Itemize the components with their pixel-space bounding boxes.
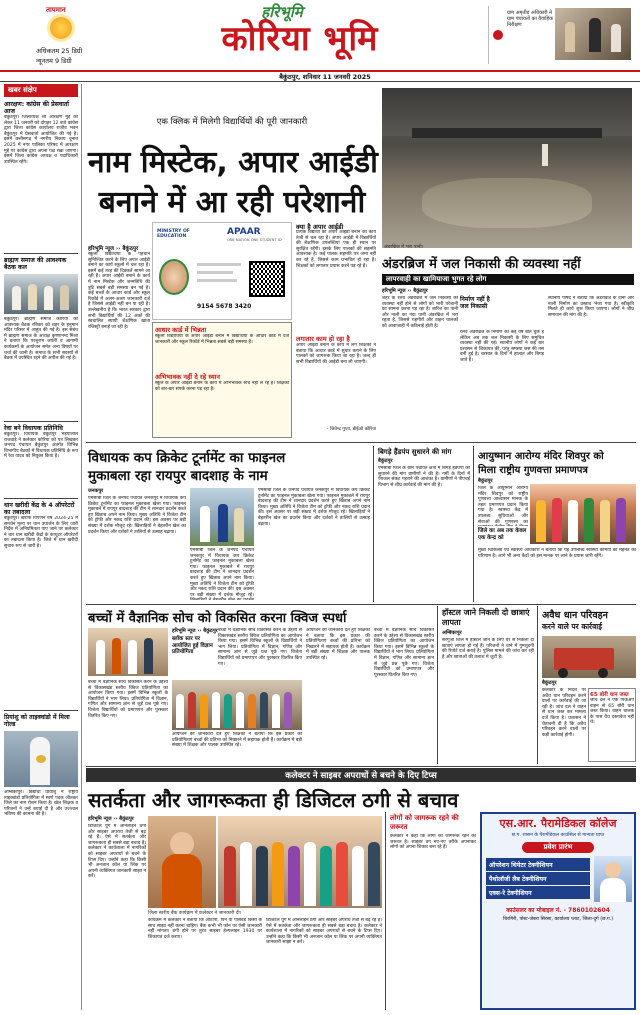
cricket-body-3: एमसीबी जिले के जनपद पंचायत जनकपुर में विधायक कप क्रिकेट टूर्नामेंट का फाइनल मुकाबला खेला गया। फाइनल मुकाबले में रायपुर बादशाह की टीम ने शानदार प्रदर्शन करते हुए खिताब अपने नाम किया। मुख्य अतिथि ने विजेता टीम को ट्रॉफी और नकद राशि प्रदान की। इस अवसर पर बड़ी संख्या में दर्शक मौजूद रहे। खिलाड़ियों ने बेहतरीन खेल का प्रदर्शन किया और दर्शकों ने तालियों से उत्साह बढ़ाया।	[258, 488, 370, 527]
underbridge-byline: हरिभूमि न्यूज ›› बैकुंठपुर	[382, 288, 428, 294]
ongoing-work-author: - जितेन्द्र गुप्ता, डीईओ कोरिया	[326, 427, 376, 432]
cricket-headline-1: विधायक कप क्रिकेट टूर्नामेंट का फाइनल	[88, 450, 286, 466]
cyber-headline: सतर्कता और जागरूकता ही डिजिटल ठगी से बचाव	[88, 788, 459, 812]
ad-address: चिरमिरी, पोस्ट-जेबरा सिरसा, कार्यालय प्लाट, जिला-दुर्ग (छ.ग.)	[502, 917, 614, 922]
cricket-body-2: एमसीबी जिले के जनपद पंचायत जनकपुर में विधायक कप क्रिकेट टूर्नामेंट का फाइनल मुकाबला खेला गया। फाइनल मुकाबले में रायपुर बादशाह की टीम ने शानदार प्रदर्शन करते हुए खिताब अपने नाम किया। मुख्य अतिथि ने विजेता टीम को ट्रॉफी और नकद राशि प्रदान की। इस अवसर पर बड़ी संख्या में दर्शक मौजूद रहे।	[190, 548, 254, 598]
sidebar-photo	[4, 274, 78, 314]
underbridge-photo	[382, 88, 632, 248]
cricket-headline-2: मुकाबला रहा रायपुर बादशाह के नाम	[88, 468, 268, 484]
sidebar-item-body: बैकुंठपुर। ब्राह्मण समाज कोरिया की आवश्यक बैठक रविवार को शहर के हनुमान मंदिर परिसर में आहूत की गई है। इस संबंध में ब्राह्मण समाज के अध्यक्ष कृष्णानन्द मिश्रा ने बताया कि परशुराम जयंती व आगामी कार्यक्रमों के आयोजन समेत अन्य विषयों पर चर्चा की जानी है। समाज के सभी सदस्यों से बैठक में उपस्थित रहने की अपील की गई है।	[4, 317, 78, 362]
cyber-body: डिजिटल युग में ऑनलाइन ठगी और साइबर अपराध तेजी से बढ़ रहे हैं। ऐसे में सतर्कता और जागरूकता ही सबसे बड़ा बचाव है। कलेक्टर ने कार्यशाला में नागरिकों को साइबर अपराधों से बचने के टिप्स दिए। उन्होंने कहा कि किसी भी अनजान कॉल या लिंक पर अपनी व्यक्तिगत जानकारी साझा न करें।	[88, 824, 146, 880]
cyber-kicker: कलेक्टर ने साइबर अपराधों से बचने के दिए टिप्स	[285, 771, 437, 781]
transport-body: कलेक्टर के निर्देश पर अवैध धान परिवहन करने वालों पर कार्रवाई की जा रही है। जांच दल ने वाहन से धान जब्त कर मामला दर्ज किया है। प्रशासन ने चेतावनी दी है कि अवैध परिवहन करने वालों पर कड़ी कार्रवाई होगी।	[542, 688, 586, 738]
aadhar-box	[152, 322, 292, 438]
qr-code-icon	[249, 261, 285, 297]
ad-contact[interactable]: काउंसलर का मोबाइल नं. - 7860102604	[506, 907, 610, 914]
cyber-subhead: लोगों को जागरूक रहने की जरूरत	[390, 814, 459, 831]
avatar	[159, 259, 189, 295]
ayushman-byline: बैकुंठपुर	[478, 478, 493, 484]
underbridge-quote: निर्माण नहीं है जल निकासी	[460, 296, 490, 310]
sidebar-item	[4, 502, 78, 706]
sidebar-item-title: ब्राह्मण समाज की आवश्यक बैठक कल	[4, 257, 67, 271]
pump-body: एमसीबी जिले के ग्राम पंचायत क्षेत्रों में बिगड़े हैंडपंपों को सुधारने की मांग ग्रामीणों ने की है। गर्मी के दिनों में पेयजल संकट गहराने की आशंका है। ग्रामीणों ने पीएचई विभाग से शीघ्र कार्रवाई की मांग की है।	[378, 466, 470, 488]
underbridge-caption: अंडरब्रिज में भरा पानी।	[384, 245, 424, 250]
sidebar-item-title: धान खरीदी केंद्र के 4 ऑपरेटरों का तबादला	[4, 502, 75, 516]
cyber-body-2: कार्यक्रम में कलेक्टर ने बताया कि ओटीपी, पिन या पासवर्ड किसी के साथ साझा नहीं करना चाहिए। बैंक कभी भी फोन पर ऐसी जानकारी नहीं मांगता। ठगी होने पर तुरंत साइबर हेल्पलाइन 1930 पर शिकायत दर्ज कराएं।	[148, 918, 262, 940]
ayushman-headline-2: मिला राष्ट्रीय गुणवत्ता प्रमाणपत्र	[478, 465, 588, 476]
cyber-caption: जिला स्तरीय बैंक कार्यक्रम में कलेक्टर ने जानकारी दी।	[148, 911, 242, 916]
science-byline: हरिभूमि न्यूज ›› बैकुंठपुर	[172, 628, 218, 634]
hostel-headline: हॉस्टल जाने निकली दो छात्राएं लापता	[442, 608, 530, 627]
apaar-logo: APAAR	[227, 227, 261, 237]
ad-course-1: ऑपरेशन थियेटर टेक्नीशियन	[486, 858, 590, 871]
ad-course-3: एक्स-रे टेक्नीशियन	[486, 886, 590, 899]
aadhar-box-body: स्कूली विद्यार्थियों के अपार आईडी बनाने में विद्यार्थियों के आधार कार्ड में दर्ज जानकारी और स्कूल रिकॉर्ड में भिन्नता सबसे बड़ी समस्या है।	[155, 334, 289, 345]
ad-photo	[594, 856, 632, 902]
masthead	[0, 0, 640, 74]
weather-city: तापमान	[46, 6, 66, 14]
cyber-photo-1	[148, 816, 216, 908]
promo-circle	[493, 30, 503, 40]
science-body-4: आयोजन की जानकारी देते हुए शिक्षकों ने बताया कि इस प्रकार की प्रतियोगिताएं बच्चों की प्रतिभा को निखारने में सहायक होती हैं। कार्यक्रम में बड़ी संख्या में शिक्षक और पालक उपस्थित रहे।	[306, 628, 370, 661]
transport-byline: बैकुंठपुर	[542, 680, 557, 686]
lead-headline-1: नाम मिस्टेक, अपार आईडी	[88, 145, 378, 180]
ongoing-work-title: लगातार काम हो रहा है	[296, 335, 350, 343]
cyber-photo-2	[218, 816, 382, 908]
ayushman-body-2: मुख्य चिकित्सा एवं स्वास्थ्य अधिकारी ने बताया कि यह उपलब्धि स्वास्थ्य कर्मियों की मेहनत का परिणाम है। आगे भी अन्य केंद्रों को इस मानक पर लाने के प्रयास जारी रहेंगे।	[478, 548, 636, 559]
science-quote: ब्लॉक स्तर पर आयोजित हुई विज्ञान प्रतियोगिता	[172, 636, 213, 655]
promo-text: ग्राम अमृतीड अधिकारी ने ग्राम पंचायतों का वैवाहिक निरीक्षण	[507, 10, 554, 28]
brand-small: हरिभूमि	[261, 3, 303, 21]
pump-headline: बिगड़े हैंडपंप सुधारने की मांग	[378, 448, 452, 456]
sidebar-header: खबर संक्षेप	[4, 84, 78, 97]
underbridge-body-col2: रेलवे अंडरब्रिज के निर्माण को कई वर्ष बीत चुके हैं लेकिन अब तक जल निकासी के लिए समुचित व्यवस्था नहीं की गई। स्थानीय लोगों ने कई बार प्रशासन से शिकायत की, परंतु समस्या जस की तस बनी हुई है। बरसात के दिनों में हालात और बिगड़ जाते हैं।	[460, 330, 544, 363]
lead-headline-2: बनाने में आ रही परेशानी	[98, 185, 366, 220]
seized-box	[588, 688, 636, 762]
seized-box-title: 65 बोरी धान जब्त	[590, 692, 629, 698]
cyber-body-3: डिजिटल युग में ऑनलाइन ठगी और साइबर अपराध तेजी से बढ़ रहे हैं। ऐसे में सतर्कता और जागरूकता ही सबसे बड़ा बचाव है। कलेक्टर ने कार्यशाला में नागरिकों को साइबर अपराधों से बचने के टिप्स दिए। उन्होंने कहा कि किसी भी अनजान कॉल या लिंक पर अपनी व्यक्तिगत जानकारी साझा न करें।	[266, 918, 382, 946]
what-is-apaar-title: क्या है अपार आईडी	[296, 223, 344, 231]
temp-max: अधिकतम 25 डिग्री	[36, 47, 83, 55]
underbridge-headline: अंडरब्रिज में जल निकासी की व्यवस्था नहीं	[382, 257, 581, 272]
science-photo	[88, 628, 168, 676]
weather-box	[6, 6, 126, 68]
promo-photo	[555, 8, 631, 60]
underbridge-body-col1: शहर के रेलवे अंडरब्रिज में जल निकासी की व्यवस्था नहीं होने से लोगों को भारी परेशानी का सामना करना पड़ रहा है। बारिश का पानी और नाली का गंदा पानी अंडरब्रिज में भरा रहता है, जिससे राहगीरों और वाहन चालकों को आवाजाही में कठिनाई होती है।	[382, 296, 458, 329]
sidebar-photo	[4, 731, 78, 787]
aadhar-box2-body: स्कूल के अपार आईडी बनाने के कार्य में अभिभावक रुचि नहीं ले रहे हैं। शिक्षकों को बार-बार संपर्क करना पड़ रहा है।	[155, 381, 289, 392]
aadhar-box-title: आधार कार्ड में भिन्नता	[155, 326, 207, 334]
apaar-number: 9154 5678 3420	[197, 303, 252, 310]
apaar-sub: ONE NATION ONE STUDENT ID	[227, 238, 282, 242]
sidebar-item	[4, 101, 78, 249]
sidebar-item-body: अम्बिकापुर। विद्यार्थी प्रियांशु ने राष्ट्रीय ताइक्वांडो प्रतियोगिता में स्वर्ण पदक जीतकर जिले का नाम रोशन किया है। खेल शिक्षक व परिजनों ने उन्हें बधाई दी है और उज्ज्वल भविष्य की कामना की है।	[4, 790, 78, 818]
lead-kicker: एक क्लिक में मिलेगी विद्यार्थियों की पूरी जानकारी	[156, 117, 308, 127]
science-body-3: आयोजन की जानकारी देते हुए शिक्षकों ने बताया कि इस प्रकार की प्रतियोगिताएं बच्चों की प्रतिभा को निखारने में सहायक होती हैं। कार्यक्रम में बड़ी संख्या में शिक्षक और पालक उपस्थित रहे।	[172, 732, 302, 749]
ayushman-headline-1: आयुष्मान आरोग्य मंदिर शिवपुर को	[478, 451, 604, 462]
ayushman-photo	[530, 484, 636, 544]
transport-headline-2: करने वाले पर कार्रवाई	[542, 622, 602, 631]
ayushman-body: जिले के आयुष्मान आरोग्य मंदिर शिवपुर को राष्ट्रीय गुणवत्ता आश्वासन मानक के तहत प्रमाणपत्र प्रदान किया गया है। स्वास्थ्य केंद्र में उपलब्ध सुविधाओं और सेवाओं की गुणवत्ता का	[478, 486, 528, 525]
science-body-5: बच्चों में वैज्ञानिक सोच विकसित करने के उद्देश्य से विकासखंड स्तरीय क्विज प्रतियोगिता का आयोजन किया गया। इसमें विभिन्न स्कूलों के विद्यार्थियों ने भाग लिया। प्रतियोगिता में विज्ञान, गणित और सामान्य ज्ञान से जुड़े प्रश्न पूछे गए। विजेता विद्यार्थियों को प्रमाणपत्र और पुरस्कार वितरित किए गए।	[374, 628, 434, 678]
masthead-title: कोरिया भूमि	[221, 19, 379, 59]
hostel-byline: अम्बिकापुर	[442, 630, 462, 636]
ministry-label: MINISTRY OF EDUCATION	[157, 229, 190, 239]
cyber-body-4: कलेक्टर ने कहा कि लोगों को जागरूक रहने की जरूरत है। साइबर ठग नए-नए तरीके अपनाकर लोगों को अपना शिकार बना रहे हैं।	[390, 834, 476, 851]
ad-subtitle: छ.ग. शासन के पैरामेडिकल काउंसिल से मान्यता प्राप्त	[511, 833, 605, 838]
sidebar-item	[4, 714, 78, 890]
temp-min: न्यूनतम 9 डिग्री	[36, 57, 72, 65]
ad-course-2: पैथोलॉजी लैब टेक्नीशियन	[486, 872, 590, 885]
sidebar-item-title: रेवा बने विधायक प्रतिनिधि	[4, 425, 63, 432]
sidebar-item-title: आरक्षण: कांग्रेस की प्रेसवार्ता आज	[4, 101, 69, 115]
underbridge-sub: लापरवाही का खामियाजा भुगत रहे लोग	[382, 274, 634, 285]
sidebar-item	[4, 257, 78, 417]
apaar-card	[152, 222, 292, 320]
sidebar-item-body: बैकुंठपुर। विधायक बैकुंठपुर भईयालाल राजवाड़े ने कलेक्टर कोरिया को पत्र लिखकर जनपद पंचायत बैकुंठपुर अंतर्गत विभिन्न विभागीय बैठकों में विधायक प्रतिनिधि के रूप में रेवा यादव को नियुक्त किया है।	[4, 432, 78, 460]
seized-box-body: जांच दल ने एक पिकअप वाहन से 65 बोरी धान जब्त किया। वाहन चालक के पास वैध दस्तावेज नहीं थे।	[590, 698, 634, 726]
ad-badge: प्रवेश प्रारंभ	[522, 842, 594, 853]
science-body: बच्चों में वैज्ञानिक सोच विकसित करने के उद्देश्य से विकासखंड स्तरीय क्विज प्रतियोगिता का आयोजन किया गया। इसमें विभिन्न स्कूलों के विद्यार्थियों ने भाग लिया। प्रतियोगिता में विज्ञान, गणित और सामान्य ज्ञान से जुड़े प्रश्न पूछे गए। विजेता विद्यार्थियों को प्रमाणपत्र और पुरस्कार वितरित किए गए।	[218, 628, 302, 667]
hostel-body: सरगुजा जिले में हॉस्टल जाने के लिए घर से निकली दो छात्राएं लापता हो गई हैं। परिजनों ने थाने में गुमशुदगी की रिपोर्ट दर्ज कराई है। पुलिस मामले की जांच कर रही है और छात्राओं की तलाश में जुटी है।	[442, 638, 534, 660]
sidebar-item-title: प्रियांशु को ताइक्वांडो में मिला गोल्ड	[4, 714, 70, 728]
ad-title: एस.आर. पैरामेडिकल कॉलेज	[499, 817, 617, 830]
lead-byline: हरिभूमि न्यूज ›› बैकुंठपुर	[88, 246, 139, 252]
science-photo-2	[172, 680, 302, 730]
science-body-2: बच्चों में वैज्ञानिक सोच विकसित करने के उद्देश्य से विकासखंड स्तरीय क्विज प्रतियोगिता का आयोजन किया गया। इसमें विभिन्न स्कूलों के विद्यार्थियों ने भाग लिया। प्रतियोगिता में विज्ञान, गणित और सामान्य ज्ञान से जुड़े प्रश्न पूछे गए। विजेता विद्यार्थियों को प्रमाणपत्र और पुरस्कार वितरित किए गए।	[88, 680, 168, 719]
lead-body-col2: प्रत्येक विद्यार्थी की अपार आईडी बनाने का कार्य तेजी से चल रहा है। अपार आईडी में विद्यार्थियों की शैक्षणिक उपलब्धियां एक ही स्थान पर सुरक्षित रहेंगी। इसके लिए पालकों की सहमति आवश्यक है। कई पालक सहमति पत्र जमा नहीं कर रहे हैं, जिससे काम प्रभावित हो रहा है। शिक्षकों को लगातार प्रयास करने पड़ रहे हैं।	[296, 230, 376, 269]
sidebar-item-body: बैकुंठपुर। खरीफ विपणन वर्ष 2024-25 में समर्थन मूल्य पर धान उपार्जन के लिए जारी निर्देश में अनियमितता पाए जाने पर कलेक्टर ने चार धान खरीदी केंद्रों के कंप्यूटर ऑपरेटरों का तबादला किया है। जिले में धान खरीदी सुचारु रूप से जारी है।	[4, 516, 78, 549]
underbridge-body-col3: स्थानीय पार्षद ने बताया कि अंडरब्रिज के दोनों ओर नाली निर्माण का प्रस्ताव भेजा गया है। स्वीकृति मिलते ही कार्य शुरू किया जाएगा। लोगों ने शीघ्र समाधान की मांग की है।	[548, 296, 634, 318]
science-headline: बच्चों में वैज्ञानिक सोच को विकसित करना क्विज स्पर्धा	[88, 611, 347, 626]
sidebar-item	[4, 425, 78, 494]
lead-body-col1: स्कूली विद्यार्थियों के पहचान सुनिश्चित करने के लिए अपार आईडी बनाने का कार्य स्कूलों में चल रहा है। इसमें कई तरह की दिक्कतें सामने आ रही हैं। अपार आईडी बनाने के कार्य में नाम मिस्टेक और जन्मतिथि की त्रुटि सबसे बड़ी समस्या बन गई है। कई बच्चों के आधार कार्ड और स्कूल रिकॉर्ड में अलग-अलग जानकारी दर्ज है जिससे आईडी नहीं बन पा रही है। उल्लेखनीय है कि भारत सरकार द्वारा सभी विद्यार्थियों की 12 अंकों की स्वचालित स्थायी शैक्षणिक खाता रजिस्ट्री बनाई जा रही है।	[88, 252, 150, 330]
ayushman-quote: जिले का अब तक केवल एक केन्द्र को	[478, 528, 527, 541]
transport-headline-1: अवैध धान परिवहन	[542, 610, 608, 621]
cyber-byline: हरिभूमि न्यूज ›› बैकुंठपुर	[88, 816, 134, 822]
ongoing-work-body: अपार आईडी बनाने के कार्य में लगे शिक्षकों ने बताया कि आधार कार्ड में सुधार कराने के लिए पालकों को जागरूक किया जा रहा है। जल्द ही सभी विद्यार्थियों की आईडी बना ली जाएगी।	[296, 343, 376, 365]
dateline: बैकुंठपुर, शनिवार 11 जनवरी 2025	[279, 73, 371, 81]
sidebar-item-body: बैकुंठपुर। जिलाध्यक्ष श्री आरक्षण मुद्दे को लेकर 11 जनवरी को दोपहर 12 बजे कांग्रेस द्वारा जिला कांग्रेस कार्यालय राजीव भवन बैकुंठपुर में प्रेसवार्ता आयोजित की गई है। इसमें छत्तीसगढ़ में नगरीय निकाय चुनाव 2025 में नगर पालिका परिषद में आरक्षण मुद्दे पर कांग्रेस द्वारा अपना पक्ष रखा जाएगा। इसमें जिला कांग्रेस अध्यक्ष व पदाधिकारी उपस्थित रहेंगे।	[4, 115, 78, 165]
cricket-byline: जनकपुर	[88, 488, 104, 494]
promo-box	[488, 6, 634, 64]
sidebar	[4, 84, 82, 1010]
ad-box[interactable]	[480, 812, 636, 1010]
transport-photo	[542, 636, 636, 678]
cricket-photo	[190, 488, 254, 546]
cricket-body: एमसीबी जिले के जनपद पंचायत जनकपुर में विधायक कप क्रिकेट टूर्नामेंट का फाइनल मुकाबला खेला गया। फाइनल मुकाबले में रायपुर बादशाह की टीम ने शानदार प्रदर्शन करते हुए खिताब अपने नाम किया। मुख्य अतिथि ने विजेता टीम को ट्रॉफी और नकद राशि प्रदान की। इस अवसर पर बड़ी संख्या में दर्शक मौजूद रहे। खिलाड़ियों ने बेहतरीन खेल का प्रदर्शन किया और दर्शकों ने तालियों से उत्साह बढ़ाया।	[88, 496, 186, 535]
aadhar-box2-title: अभिभावक नहीं दे रहे ध्यान	[155, 373, 220, 381]
sun-icon	[50, 17, 72, 39]
pump-byline: बैकुंठपुर	[378, 458, 393, 464]
